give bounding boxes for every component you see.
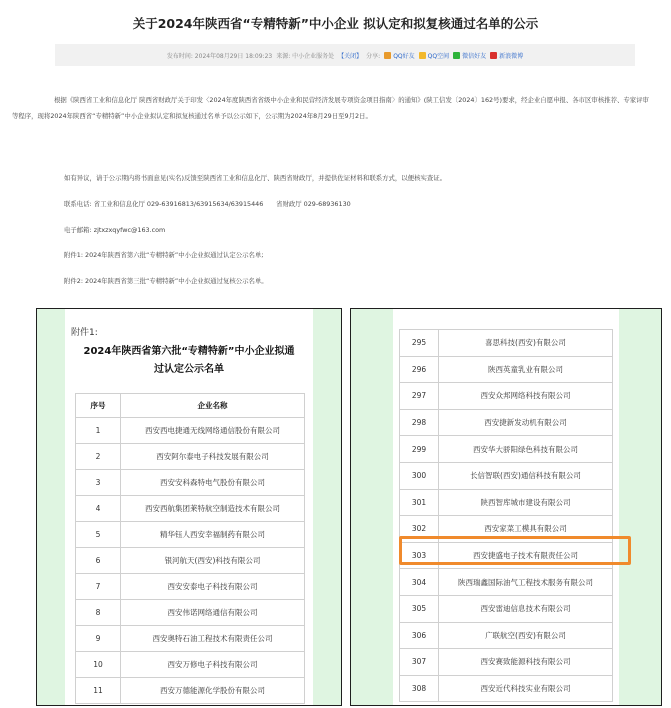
table-row — [76, 678, 305, 704]
attachment-1-link[interactable]: 附件1: 2024年陕西省第六批“专精特新”中小企业拟通过认定公示名单; — [64, 251, 264, 259]
table-row — [76, 444, 305, 470]
paragraph-1: 根据《陕西省工业和信息化厅 陕西省财政厅关于印发〈2024年度陕西省省级中小企业和民营经济发展专项资金项目指南〉的通知》(陕工信发〔2024〕162号)要求，经企业自愿申报、各市区审核推荐、专家评审等程序，现将2024年陕西省“专精特新”中小企业拟认定和拟复核通过名单予以公示如下，公示期为2024年8月29日至9月2日。 — [12, 96, 649, 120]
company-name: 西安西航集团莱特航空制造技术有限公司 — [121, 496, 305, 522]
close-link[interactable]: 【关闭】 — [338, 52, 363, 60]
table-row — [400, 649, 613, 676]
table-row — [76, 626, 305, 652]
table-row — [76, 600, 305, 626]
attachment-1-image-continued — [350, 308, 662, 706]
company-name: 西安众邦网络科技有限公司 — [439, 383, 613, 410]
table-row — [400, 356, 613, 383]
share-weibo-button[interactable] — [490, 51, 523, 60]
company-name: 西安伟诺网络通信有限公司 — [121, 600, 305, 626]
company-name: 西安近代科技实业有限公司 — [439, 675, 613, 702]
table-row — [400, 569, 613, 596]
table-row — [400, 409, 613, 436]
row-number: 3 — [76, 470, 121, 496]
share-label: 分享: — [366, 52, 381, 60]
qzone-icon — [419, 52, 426, 59]
col-header-name: 企业名称 — [121, 394, 305, 418]
attachment-1-table-continued — [399, 329, 613, 702]
table-row — [400, 622, 613, 649]
attachment-1-sheet — [65, 317, 313, 705]
meta-bar — [55, 44, 635, 66]
attachment-1-table — [75, 393, 305, 704]
share-qzone-button[interactable] — [419, 51, 449, 60]
company-name: 西安阿尔泰电子科技发展有限公司 — [121, 444, 305, 470]
col-header-no: 序号 — [76, 394, 121, 418]
row-number: 296 — [400, 356, 439, 383]
company-name: 长信智联(西安)通信科技有限公司 — [439, 462, 613, 489]
row-number: 5 — [76, 522, 121, 548]
row-number: 302 — [400, 516, 439, 543]
row-number: 308 — [400, 675, 439, 702]
paragraph-2: 如有异议，请于公示期内将书面意见(实名)反馈至陕西省工业和信息化厅、陕西省财政厅，并提供佐证材料和联系方式，以便核实查证。 — [64, 174, 447, 182]
company-name: 银河航天(西安)科技有限公司 — [121, 548, 305, 574]
row-number: 9 — [76, 626, 121, 652]
table-row — [76, 548, 305, 574]
weibo-icon — [490, 52, 497, 59]
table-row — [400, 462, 613, 489]
company-name: 西安捷盛电子技术有限责任公司 — [439, 542, 613, 569]
table-row — [76, 470, 305, 496]
row-number: 11 — [76, 678, 121, 704]
row-number: 2 — [76, 444, 121, 470]
company-name: 西安奥特石油工程技术有限责任公司 — [121, 626, 305, 652]
company-name: 西安家菜工模具有限公司 — [439, 516, 613, 543]
attachment-1-sheet-continued — [393, 317, 619, 705]
table-row — [400, 436, 613, 463]
row-number: 305 — [400, 595, 439, 622]
company-name: 精华钰人西安幸福制药有限公司 — [121, 522, 305, 548]
row-number: 301 — [400, 489, 439, 516]
company-name: 西安安科森特电气股份有限公司 — [121, 470, 305, 496]
row-number: 297 — [400, 383, 439, 410]
attachment-2-link[interactable]: 附件2: 2024年陕西省第三批“专精特新”中小企业拟通过复核公示名单。 — [64, 277, 268, 285]
row-number: 306 — [400, 622, 439, 649]
table-row — [400, 595, 613, 622]
company-name: 西安雷迪信息技术有限公司 — [439, 595, 613, 622]
source: 来源: 中小企业服务处 — [276, 52, 335, 60]
qq-friend-icon — [384, 52, 391, 59]
table-row — [76, 652, 305, 678]
row-number: 299 — [400, 436, 439, 463]
row-number: 304 — [400, 569, 439, 596]
table-row — [76, 496, 305, 522]
table-row — [400, 675, 613, 702]
row-number: 303 — [400, 542, 439, 569]
company-name: 陕西瑞鑫国际油气工程技术服务有限公司 — [439, 569, 613, 596]
table-row — [400, 383, 613, 410]
company-name: 西安华大骄阳绿色科技有限公司 — [439, 436, 613, 463]
wechat-icon — [453, 52, 460, 59]
highlight-box — [399, 536, 631, 565]
share-qq-label: QQ好友 — [393, 52, 415, 60]
annex-label: 附件1: — [71, 328, 98, 338]
company-name: 西安赛致能源科技有限公司 — [439, 649, 613, 676]
row-number: 6 — [76, 548, 121, 574]
green-border-right — [313, 309, 341, 705]
company-name: 西安捷新发动机有限公司 — [439, 409, 613, 436]
row-number: 298 — [400, 409, 439, 436]
company-name: 喜思科技(西安)有限公司 — [439, 330, 613, 357]
attachment-1-image — [36, 308, 342, 706]
row-number: 1 — [76, 418, 121, 444]
company-name: 广联航空(西安)有限公司 — [439, 622, 613, 649]
share-qzone-label: QQ空间 — [427, 52, 450, 60]
share-wechat-label: 微信好友 — [462, 52, 487, 60]
share-weibo-label: 新浪微博 — [499, 52, 524, 60]
company-name: 西安安泰电子科技有限公司 — [121, 574, 305, 600]
row-number: 10 — [76, 652, 121, 678]
share-qq-button[interactable] — [384, 51, 414, 60]
green-border-left — [37, 309, 65, 705]
table-row — [76, 574, 305, 600]
company-name: 西安西电捷通无线网络通信股份有限公司 — [121, 418, 305, 444]
email-line: 电子邮箱: zjtxzxqyfwc@163.com — [64, 226, 166, 234]
table-row — [400, 330, 613, 357]
company-name: 西安万修电子科技有限公司 — [121, 652, 305, 678]
green-border-left — [351, 309, 393, 705]
row-number: 8 — [76, 600, 121, 626]
company-name: 西安万德能源化学股份有限公司 — [121, 678, 305, 704]
article-body — [12, 92, 652, 124]
green-border-right — [619, 309, 661, 705]
share-wechat-button[interactable] — [453, 51, 486, 60]
row-number: 4 — [76, 496, 121, 522]
page-title: 关于2024年陕西省“专精特新”中小企业 拟认定和拟复核通过名单的公示 — [132, 16, 539, 31]
company-name: 陕西英童乳业有限公司 — [439, 356, 613, 383]
company-name: 陕西智库城市建设有限公司 — [439, 489, 613, 516]
list-title-line-2: 过认定公示名单 — [154, 364, 224, 375]
table-row — [76, 522, 305, 548]
publish-time: 发布时间: 2024年08月29日 18:09:23 — [166, 52, 273, 60]
row-number: 295 — [400, 330, 439, 357]
table-row — [400, 489, 613, 516]
list-title-line-1: 2024年陕西省第六批“专精特新”中小企业拟通 — [83, 346, 295, 357]
table-row — [76, 418, 305, 444]
row-number: 307 — [400, 649, 439, 676]
row-number: 300 — [400, 462, 439, 489]
contact-line: 联系电话: 省工业和信息化厅 029-63916813/63915634/63915446 省财政厅 029-68936130 — [64, 200, 351, 208]
row-number: 7 — [76, 574, 121, 600]
